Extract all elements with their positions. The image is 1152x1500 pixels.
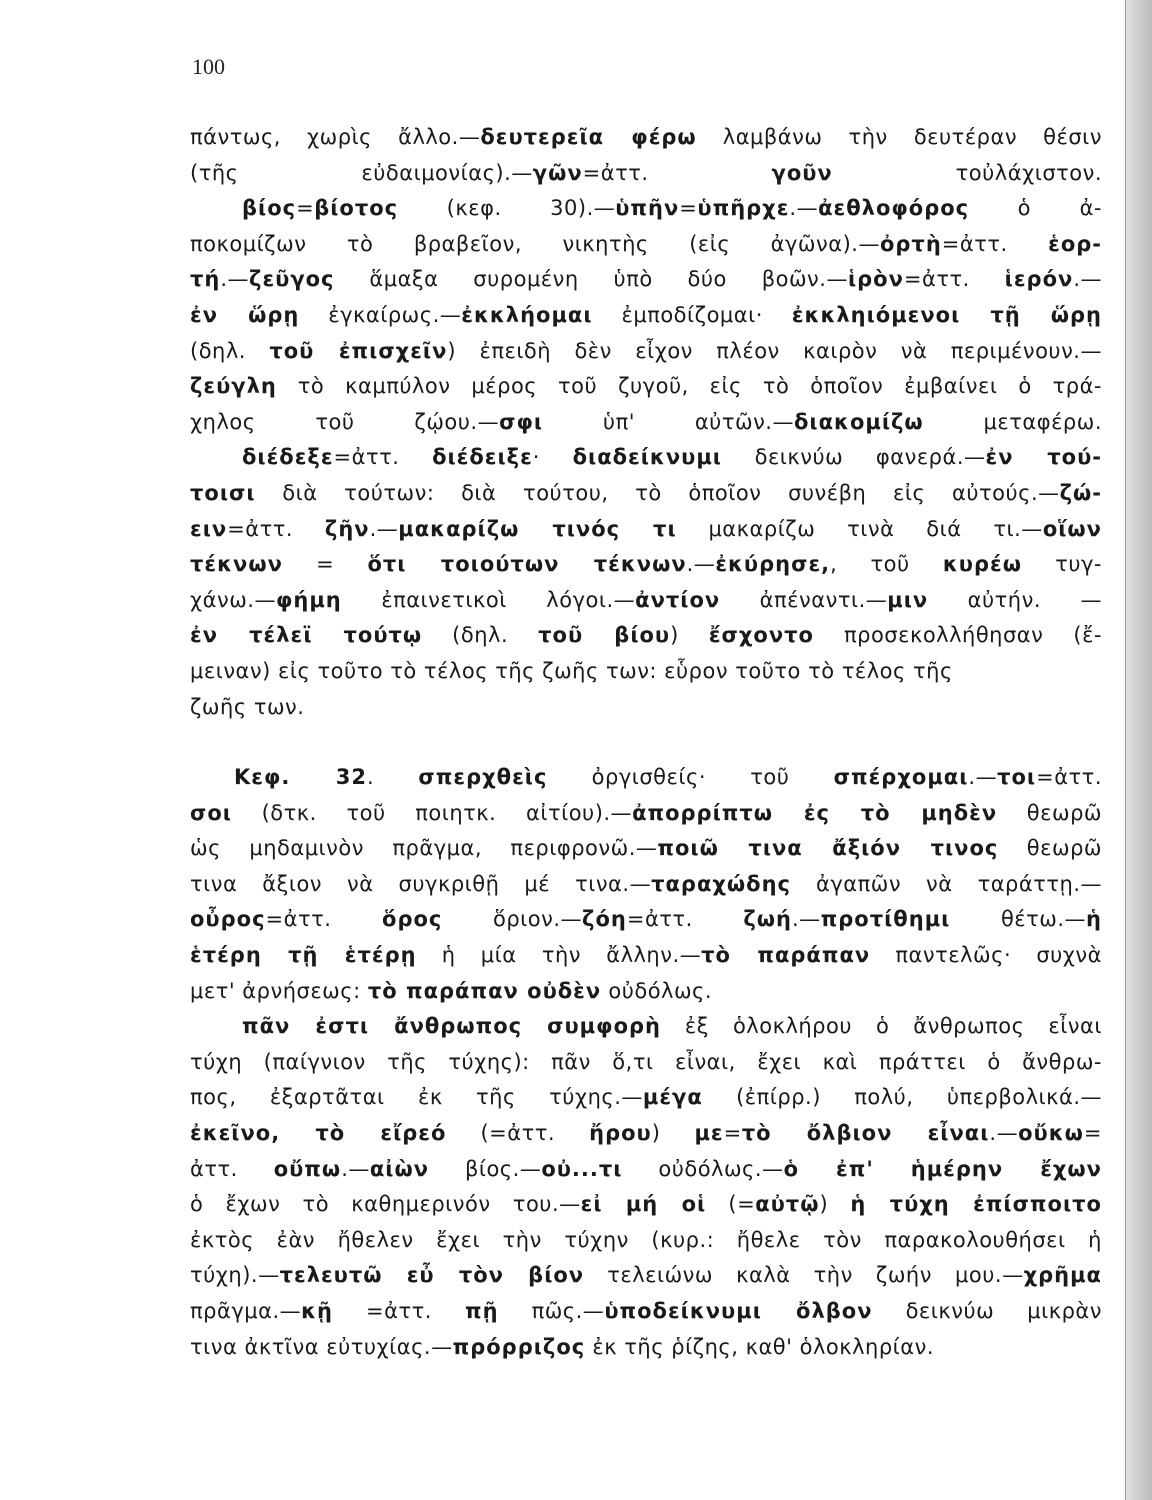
gloss-text: =ἀττ.: [582, 160, 772, 185]
text-line: [190, 1152, 1102, 1188]
text-line: [190, 512, 1102, 548]
text-line: [190, 227, 1102, 263]
gloss-text: =ἀττ.: [265, 907, 383, 932]
headword: ζῆν: [324, 516, 370, 541]
headword: ἐκκληιόμενοι τῇ ὥρῃ: [791, 302, 1103, 327]
headword: ὅτι τοιούτων τέκνων: [367, 552, 687, 577]
gloss-text: οὐδόλως.—: [622, 1156, 784, 1181]
headword: ζώ-: [1059, 480, 1102, 505]
headword: βίοτος: [314, 196, 399, 221]
gloss-text: ὅριον.—: [442, 907, 583, 932]
glossary-section-2: [190, 760, 1102, 1365]
text-line: [190, 262, 1102, 298]
text-line: [190, 405, 1102, 441]
headword: διακομίζω: [793, 409, 924, 434]
headword: πρόρριζος: [452, 1334, 586, 1359]
gloss-text: μεταφέρω.: [923, 409, 1103, 434]
headword: ζόη: [582, 907, 627, 932]
gloss-text: ἀπέναντι.—: [720, 587, 888, 612]
headword: ἐν τέλεϊ τούτῳ: [190, 623, 423, 648]
gloss-text: λαμβάνω τὴν δευτέραν θέσιν: [696, 125, 1103, 149]
headword: κυρέω: [942, 552, 1022, 577]
gloss-text: =ἀττ.: [333, 1298, 465, 1323]
gloss-text: τύχη).—: [190, 1263, 280, 1288]
gloss-text: θέτω.—: [950, 907, 1087, 932]
text-line: [190, 831, 1102, 867]
headword: ζεῦγος: [249, 267, 335, 292]
text-line: [190, 583, 1102, 619]
gloss-text: =ἀττ.: [227, 516, 325, 541]
text-line: [190, 1294, 1102, 1330]
text-line: [190, 796, 1102, 832]
gloss-text: .—: [220, 267, 250, 292]
gloss-text: ὡς μηδαμινὸν πρᾶγμα, περιφρονῶ.—: [190, 836, 658, 861]
headword: ὁ ἐπ' ἡμέρην ἔχων: [783, 1156, 1102, 1181]
headword: ἱρὸν: [847, 267, 904, 292]
headword: ὑπῆν: [615, 196, 680, 221]
gloss-text: =: [296, 196, 315, 221]
headword: τὸ ὄλβιον εἶναι: [741, 1120, 990, 1145]
gloss-text: =ἀττ.: [941, 231, 1049, 256]
headword: ἀντίον: [635, 587, 721, 612]
glossary-section-1: [190, 120, 1102, 725]
headword: ἡ τύχη ἐπίσποιτο: [850, 1192, 1102, 1217]
gloss-text: =ἀττ.: [1036, 765, 1102, 789]
gloss-text: ὑπ' αὐτῶν.—: [543, 409, 794, 434]
headword: κῇ: [301, 1298, 333, 1323]
gloss-text: διὰ τούτων: διὰ τούτου, τὸ ὁποῖον συνέβη εἰς αὐτούς.—: [255, 480, 1060, 505]
gloss-text: =: [723, 1120, 742, 1145]
headword: μιν: [887, 587, 929, 612]
gloss-text: δεικνύω μικρὰν: [872, 1298, 1102, 1323]
headword: ἐκκλήομαι: [461, 302, 593, 327]
headword: βίος: [242, 196, 297, 221]
gloss-text: ) ἐπειδὴ δὲν εἶχον πλέον καιρὸν νὰ περιμένουν.—: [447, 338, 1102, 363]
gloss-text: .—: [789, 196, 819, 221]
headword: πῇ: [464, 1298, 499, 1323]
headword: ἐν ὥρῃ: [190, 302, 300, 327]
gloss-text: .—: [791, 907, 821, 932]
headword: γῶν: [532, 160, 583, 185]
headword: φήμη: [275, 587, 342, 612]
headword: διέδειξε: [432, 445, 533, 470]
headword: σπέρχομαι: [833, 765, 969, 789]
gloss-text: =: [679, 196, 698, 221]
gloss-text: μειναν) εἰς τοῦτο τὸ τέλος τῆς ζωῆς των: εὗρον τοῦτο τὸ τέλος τῆς: [190, 658, 953, 683]
gloss-text: ·: [532, 445, 573, 470]
headword: ποιῶ τινα ἄξιόν τινος: [657, 836, 999, 861]
gloss-text: .: [366, 765, 419, 789]
headword: χρῆμα: [1023, 1263, 1102, 1288]
headword: ἐκεῖνο, τὸ εἴρεό: [190, 1120, 447, 1145]
headword: γοῦν: [771, 160, 833, 185]
headword: τὸ παράπαν: [701, 942, 871, 967]
headword: με: [694, 1120, 724, 1145]
gloss-text: (δηλ.: [190, 338, 270, 363]
gloss-text: ): [670, 623, 709, 648]
gloss-text: τινα ἄξιον νὰ συγκριθῇ μέ τινα.—: [190, 871, 652, 896]
gloss-text: ὀργισθείς· τοῦ: [547, 765, 834, 789]
headword: ἀεθλοφόρος: [818, 196, 970, 221]
headword: σοι: [190, 800, 232, 825]
gloss-text: ἐξ ὁλοκλήρου ὁ ἄνθρωπος εἶναι: [660, 1014, 1102, 1039]
text-line: [190, 1187, 1102, 1223]
headword: μέγα: [642, 1085, 703, 1110]
text-line: [190, 1223, 1102, 1259]
headword: ἔσχοντο: [708, 623, 814, 648]
text-line: [190, 369, 1102, 405]
headword: δευτερεῖα φέρω: [480, 125, 697, 149]
headword: ἐν τού-: [985, 445, 1103, 470]
headword: οὔκω: [1018, 1120, 1084, 1145]
text-line: [190, 1330, 1102, 1366]
text-line: [190, 938, 1102, 974]
headword: διέδεξε: [242, 445, 334, 470]
headword: ὑποδείκνυμι ὄλβον: [604, 1298, 873, 1323]
text-line: [190, 440, 1102, 476]
headword: ἐκύρησε,: [715, 552, 831, 577]
gloss-text: ἀγαπῶν νὰ ταράττῃ.—: [791, 871, 1102, 896]
headword: πᾶν ἐστι ἄνθρωπος συμφορὴ: [242, 1014, 661, 1039]
headword: οἵων: [1042, 516, 1102, 541]
gloss-text: παντελῶς· συχνὰ: [870, 942, 1102, 967]
gloss-text: πος, ἐξαρτᾶται ἐκ τῆς τύχης.—: [190, 1085, 643, 1110]
gloss-text: =: [1083, 1120, 1102, 1145]
headword: ἤρου: [589, 1120, 652, 1145]
gloss-text: .—: [1073, 267, 1102, 292]
headword: διαδείκνυμι: [572, 445, 722, 470]
gloss-text: .—: [341, 1156, 370, 1181]
headword: τέκνων: [190, 552, 283, 577]
gloss-text: θεωρῶ: [998, 836, 1102, 861]
text-line: [190, 1116, 1102, 1152]
gloss-text: μετ' ἀρνήσεως:: [190, 978, 368, 1003]
text-line: [190, 298, 1102, 334]
gloss-text: , τοῦ: [830, 552, 943, 577]
gloss-text: πῶς.—: [498, 1298, 605, 1323]
headword: ἑτέρη τῇ ἑτέρῃ: [190, 942, 417, 967]
gloss-text: δεικνύω φανερά.—: [721, 445, 986, 470]
headword: τοῦ βίου: [538, 623, 671, 648]
headword: ὑπῆρχε: [697, 196, 790, 221]
text-line: [190, 156, 1102, 192]
gloss-text: προσεκολλήθησαν (ἔ-: [813, 623, 1102, 648]
headword: ἡ: [1086, 907, 1102, 932]
gloss-text: ἐκτὸς ἐὰν ἤθελεν ἔχει τὴν τύχην (κυρ.: ἤθελε τὸν παρακολουθήσει ἡ: [190, 1227, 1102, 1252]
gloss-text: ἅμαξα συρομένη ὑπὸ δύο βοῶν.—: [334, 267, 848, 292]
headword: εἰ μή οἱ: [580, 1192, 707, 1217]
gloss-text: πάντως, χωρὶς ἄλλο.—: [190, 125, 481, 149]
gloss-text: (δτκ. τοῦ ποιητκ. αἰτίου).—: [231, 800, 633, 825]
gloss-text: (=: [706, 1192, 756, 1217]
gloss-text: ἡ μία τὴν ἄλλην.—: [416, 942, 702, 967]
text-line: [190, 547, 1102, 583]
text-line: [190, 1009, 1102, 1045]
gloss-text: =ἀττ.: [903, 267, 1005, 292]
gloss-text: ὁ ἔχων τὸ καθημερινόν του.—: [190, 1192, 581, 1217]
text-line: [190, 654, 1102, 690]
gloss-text: =ἀττ.: [333, 445, 433, 470]
text-line: [190, 867, 1102, 903]
headword: οὔπω: [273, 1156, 342, 1181]
book-page-edge: [1125, 0, 1152, 1500]
gloss-text: μακαρίζω τινὰ διά τι.—: [676, 516, 1043, 541]
gloss-text: τινα ἀκτῖνα εὐτυχίας.—: [190, 1334, 453, 1359]
gloss-text: =: [282, 552, 368, 577]
gloss-text: ἐγκαίρως.—: [299, 302, 462, 327]
gloss-text: ὁ ἀ-: [969, 196, 1102, 221]
gloss-text: .—: [989, 1120, 1019, 1145]
gloss-text: αὐτήν. —: [928, 587, 1102, 612]
text-line: [190, 974, 1102, 1010]
gloss-text: .—: [686, 552, 716, 577]
text-line: [190, 191, 1102, 227]
gloss-text: (δηλ.: [422, 623, 539, 648]
headword: ζωή: [743, 907, 792, 932]
gloss-text: τοὐλάχιστον.: [832, 160, 1103, 185]
gloss-text: .—: [369, 516, 399, 541]
headword: ἀπορρίπτω ἐς τὸ μηδὲν: [632, 800, 998, 825]
gloss-text: ἀττ.: [190, 1156, 274, 1181]
headword: ειν: [190, 516, 228, 541]
headword: σπερχθεὶς: [418, 765, 548, 789]
headword: ὀρτὴ: [879, 231, 942, 256]
headword: Κεφ. 32: [234, 765, 367, 789]
gloss-text: τυγ-: [1021, 552, 1102, 577]
gloss-text: χηλος τοῦ ζῴου.—: [190, 409, 500, 434]
headword: οὐ...τι: [541, 1156, 623, 1181]
gloss-text: πρᾶγμα.—: [190, 1298, 302, 1323]
gloss-text: ζωῆς των.: [190, 694, 305, 719]
gloss-text: =ἀττ.: [626, 907, 744, 932]
gloss-text: ἐπαινετικοὶ λόγοι.—: [341, 587, 636, 612]
page-number: 100: [192, 54, 225, 79]
text-line: [190, 1258, 1102, 1294]
gloss-text: τὸ καμπύλον μέρος τοῦ ζυγοῦ, εἰς τὸ ὁποῖον ἐμβαίνει ὁ τρά-: [276, 374, 1102, 399]
gloss-text: (κεφ. 30).—: [398, 196, 616, 221]
text-line: [190, 618, 1102, 654]
gloss-text: χάνω.—: [190, 587, 276, 612]
headword: τοισι: [190, 480, 256, 505]
gloss-text: .—: [968, 765, 998, 789]
headword: τελευτῶ εὖ τὸν βίον: [279, 1263, 585, 1288]
gloss-text: (=ἀττ.: [446, 1120, 590, 1145]
text-line: [190, 1045, 1102, 1081]
gloss-text: (τῆς εὐδαιμονίας).—: [190, 160, 533, 185]
text-line: [190, 902, 1102, 938]
gloss-text: τύχη (παίγνιον τῆς τύχης): πᾶν ὅ,τι εἶναι, ἔχει καὶ πράττει ὁ ἄνθρω-: [190, 1049, 1102, 1074]
headword: τοι: [997, 765, 1037, 789]
gloss-text: (ἐπίρρ.) πολύ, ὑπερβολικά.—: [702, 1085, 1102, 1110]
gloss-text: ἐκ τῆς ῥίζης, καθ' ὁλοκληρίαν.: [585, 1334, 935, 1359]
headword: τή: [190, 267, 221, 292]
gloss-text: ): [819, 1192, 851, 1217]
gloss-text: ποκομίζων τὸ βραβεῖον, νικητὴς (εἰς ἀγῶνα).—: [190, 231, 880, 256]
headword: ταραχώδης: [651, 871, 791, 896]
gloss-text: βίος.—: [429, 1156, 542, 1181]
headword: ζεύγλη: [190, 374, 277, 399]
text-line: [190, 334, 1102, 370]
text-line: [190, 760, 1102, 796]
gloss-text: ἐμποδίζομαι·: [592, 302, 792, 327]
text-line: [190, 690, 1102, 726]
headword: προτίθημι: [820, 907, 951, 932]
gloss-text: ): [651, 1120, 695, 1145]
headword: οὖρος: [190, 907, 266, 932]
text-line: [190, 120, 1102, 156]
headword: σφι: [499, 409, 544, 434]
headword: αἰὼν: [369, 1156, 430, 1181]
headword: ἑορ-: [1048, 231, 1102, 256]
gloss-text: οὐδόλως.: [601, 978, 713, 1003]
headword: αὐτῷ: [755, 1192, 820, 1217]
text-line: [190, 476, 1102, 512]
gloss-text: θεωρῶ: [997, 800, 1102, 825]
headword: ἱερόν: [1004, 267, 1074, 292]
headword: τοῦ ἐπισχεῖν: [269, 338, 448, 363]
headword: τὸ παράπαν οὐδὲν: [367, 978, 602, 1003]
headword: ὅρος: [382, 907, 443, 932]
headword: μακαρίζω τινός τι: [398, 516, 677, 541]
gloss-text: τελειώνω καλὰ τὴν ζωήν μου.—: [584, 1263, 1024, 1288]
text-line: [190, 1080, 1102, 1116]
